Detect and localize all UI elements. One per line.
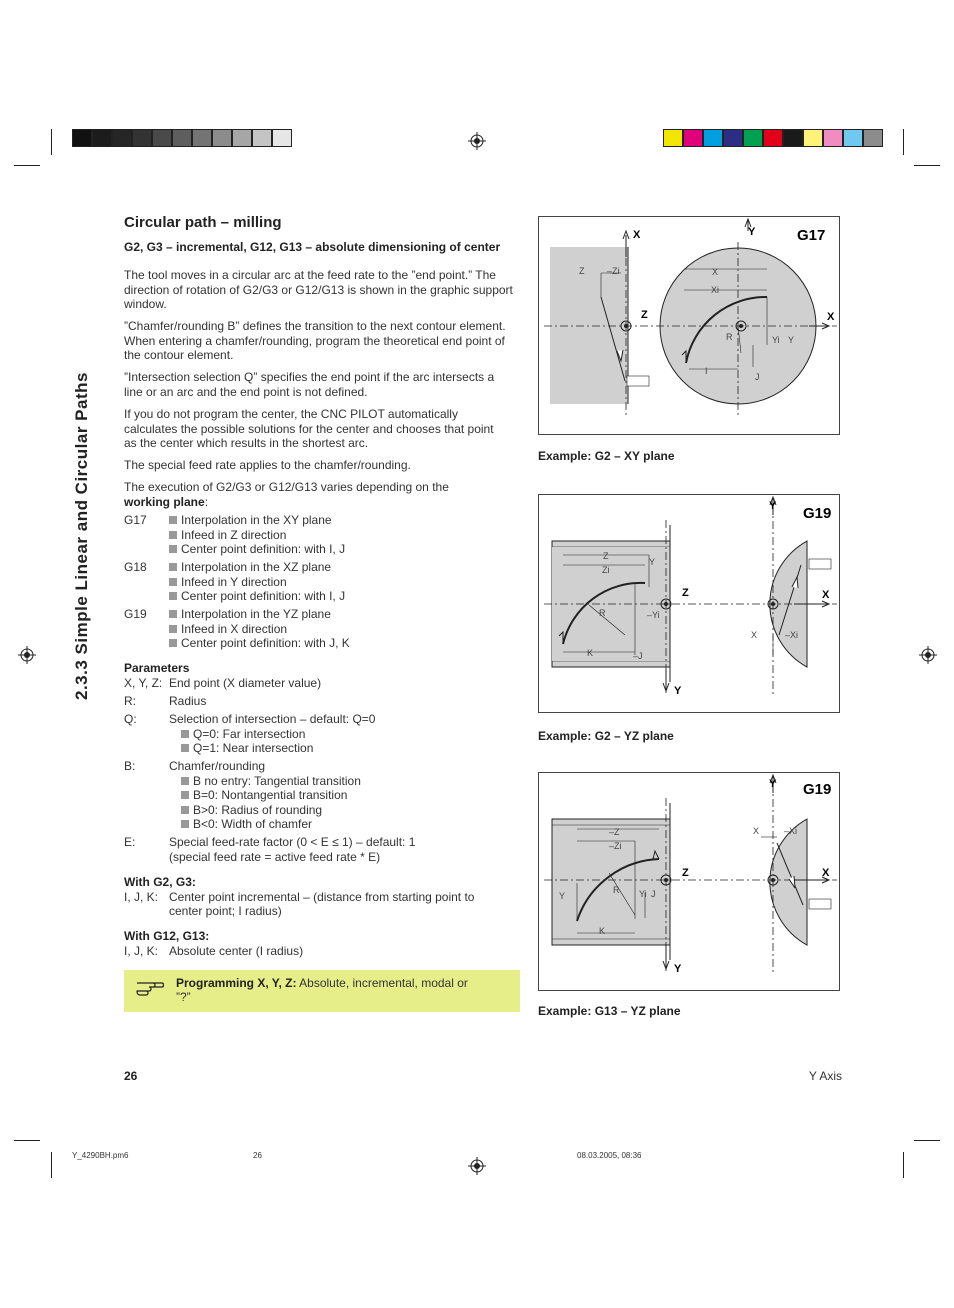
bullet-icon — [181, 777, 189, 785]
bullet-icon — [181, 820, 189, 828]
figure-caption: Example: G2 – YZ plane — [538, 729, 674, 743]
crop-mark — [914, 1140, 940, 1141]
dimension-label: Yi — [772, 335, 780, 345]
axis-label: X — [633, 229, 641, 241]
color-swatch — [803, 129, 823, 147]
plane-item: Interpolation in the XZ plane — [181, 560, 332, 574]
param-text: Absolute center (I radius) — [169, 943, 304, 958]
paragraph: ”Chamfer/rounding B” defines the transition to the next contour element. When entering a chamfer/rounding, program the theoretical end point of the contour element. — [124, 319, 506, 363]
plane-intro-bold: working plane — [124, 494, 205, 509]
page-heading: Circular path – milling — [124, 214, 282, 231]
slug-page: 26 — [253, 1151, 262, 1160]
color-swatch — [723, 129, 743, 147]
dimension-label: Zi — [602, 565, 610, 575]
axis-label: X — [827, 311, 835, 323]
figure-tag: G19 — [803, 781, 832, 798]
dimension-label: Y — [649, 557, 656, 567]
dimension-label: R — [726, 332, 733, 342]
axis-label: Z — [682, 867, 689, 879]
bullet-icon — [169, 563, 177, 571]
dimension-label: –Yi — [647, 610, 660, 620]
plane-item: Infeed in Y direction — [181, 574, 287, 589]
color-swatch — [112, 129, 132, 147]
plane-item: Center point definition: with I, J — [181, 542, 346, 556]
axis-label: Y — [674, 685, 682, 697]
color-swatch — [823, 129, 843, 147]
plane-code: G18 — [124, 560, 147, 574]
dimension-label: J — [755, 372, 760, 382]
color-swatch — [843, 129, 863, 147]
color-swatch — [683, 129, 703, 147]
dimension-label: –J — [633, 651, 643, 661]
dimension-label: K — [587, 648, 594, 658]
crop-mark — [51, 129, 52, 155]
dimension-label: Xi — [711, 285, 720, 295]
plane-item: Interpolation in the YZ plane — [181, 607, 331, 621]
registration-mark-icon — [919, 646, 937, 664]
page-number: 26 — [124, 1069, 138, 1083]
param-item: Q=1: Near intersection — [193, 741, 314, 755]
plane-item: Interpolation in the XY plane — [181, 513, 332, 527]
color-swatch — [72, 129, 92, 147]
registration-mark-icon — [468, 132, 486, 150]
dimension-label: R — [599, 608, 606, 618]
dimension-label: I — [705, 366, 708, 376]
plane-item: Center point definition: with J, K — [181, 636, 350, 650]
figure-g19-yz-g2 — [538, 494, 840, 713]
dimension-label: Y — [788, 335, 795, 345]
param-key: I, J, K: — [124, 943, 159, 958]
dimension-label: X — [712, 267, 719, 277]
param-text: Chamfer/rounding — [169, 759, 266, 773]
plane-code: G19 — [124, 607, 147, 621]
param-key: I, J, K: — [124, 889, 159, 904]
axis-label: Y — [674, 963, 682, 975]
paragraph: If you do not program the center, the CNC PILOT automatically calculates the possible solutions for the center and chooses that point as the center which results in the shortest arc. — [124, 407, 494, 451]
bullet-icon — [169, 639, 177, 647]
param-key: Q: — [124, 712, 137, 726]
pointing-hand-icon — [136, 978, 164, 996]
color-swatch — [152, 129, 172, 147]
bullet-icon — [181, 744, 189, 752]
param-text: Selection of intersection – default: Q=0 — [169, 712, 376, 726]
axis-label: Y — [769, 500, 777, 512]
plane-intro-end: : — [204, 494, 209, 509]
dimension-label: Yi — [639, 889, 647, 899]
param-key: B: — [124, 759, 136, 773]
registration-mark-icon — [18, 646, 36, 664]
param-text: Special feed-rate factor (0 < E ≤ 1) – default: 1 — [169, 835, 416, 849]
dimension-label: Z — [603, 551, 609, 561]
dimension-label: –Zi — [607, 266, 620, 276]
crop-mark — [903, 1152, 904, 1178]
parameters-heading: Parameters — [124, 661, 190, 675]
subheading: G2, G3 – incremental, G12, G13 – absolute dimensioning of center — [124, 240, 501, 254]
crop-mark — [903, 129, 904, 155]
footer-section: Y Axis — [808, 1069, 842, 1083]
plane-code: G17 — [124, 513, 147, 527]
param-item: B>0: Radius of rounding — [193, 802, 323, 817]
axis-label: Y — [748, 226, 756, 238]
param-key: E: — [124, 835, 136, 849]
color-swatch — [663, 129, 683, 147]
slug-date: 08.03.2005, 08:36 — [577, 1151, 642, 1160]
plane-item: Infeed in Z direction — [181, 527, 287, 542]
bullet-icon — [181, 730, 189, 738]
param-item: B no entry: Tangential transition — [193, 773, 361, 788]
dimension-label: K — [599, 926, 606, 936]
color-swatch — [172, 129, 192, 147]
axis-label: Y — [769, 778, 777, 790]
bullet-icon — [169, 592, 177, 600]
dimension-label: –Zi — [609, 841, 622, 851]
dimension-label: –Xi — [785, 630, 799, 640]
paragraph: ”Intersection selection Q” specifies the end point if the arc intersects a line or an arc and the end point is not defined. — [124, 370, 495, 399]
figure-caption: Example: G2 – XY plane — [538, 449, 675, 463]
param-item: B=0: Nontangential transition — [193, 788, 348, 802]
plane-item: Center point definition: with I, J — [181, 589, 346, 603]
color-swatch — [92, 129, 112, 147]
bullet-icon — [181, 806, 189, 814]
param-item: Q=0: Far intersection — [193, 726, 306, 741]
color-swatch — [212, 129, 232, 147]
axis-label: Z — [641, 309, 648, 321]
paragraph: The special feed rate applies to the chamfer/rounding. — [124, 458, 411, 472]
figure-tag: G19 — [803, 505, 832, 522]
crop-mark — [914, 165, 940, 166]
bullet-icon — [169, 578, 177, 586]
dimension-label: J — [651, 889, 656, 899]
param-text: (special feed rate = active feed rate * E) — [169, 849, 381, 864]
note-box — [124, 970, 520, 1012]
figure-g17-xy — [538, 216, 840, 435]
bullet-icon — [169, 516, 177, 524]
plane-intro: The execution of G2/G3 or G12/G13 varies depending on the — [124, 480, 449, 494]
figure-tag: G17 — [797, 227, 826, 244]
axis-label: X — [822, 589, 830, 601]
g12g13-heading: With G12, G13: — [124, 929, 210, 943]
color-swatch — [192, 129, 212, 147]
registration-mark-icon — [468, 1157, 486, 1175]
dimension-label: –Z — [609, 827, 620, 837]
axis-label: X — [822, 867, 830, 879]
color-swatch — [252, 129, 272, 147]
note-text: Absolute, incremental, modal or — [299, 976, 468, 990]
section-side-title: 2.3.3 Simple Linear and Circular Paths — [72, 372, 91, 700]
param-text: center point; I radius) — [169, 904, 282, 918]
bullet-icon — [169, 625, 177, 633]
dimension-label: Z — [579, 266, 585, 276]
color-swatch — [763, 129, 783, 147]
note-text-2: ”?” — [176, 990, 191, 1004]
param-key: R: — [124, 694, 136, 708]
bullet-icon — [169, 545, 177, 553]
dimension-label: X — [753, 826, 760, 836]
bullet-icon — [169, 531, 177, 539]
crop-mark — [14, 165, 40, 166]
paragraph — [124, 480, 509, 509]
g2g3-heading: With G2, G3: — [124, 875, 196, 889]
color-swatch — [132, 129, 152, 147]
note-bold: Programming X, Y, Z: — [176, 976, 297, 990]
param-text: Center point incremental – (distance from starting point to — [169, 889, 475, 904]
param-text: Radius — [169, 694, 207, 708]
param-item: B<0: Width of chamfer — [193, 817, 313, 831]
color-swatch — [783, 129, 803, 147]
plane-item: Infeed in X direction — [181, 621, 288, 636]
color-swatch — [272, 129, 292, 147]
color-swatch — [863, 129, 883, 147]
color-swatch — [743, 129, 763, 147]
figure-g19-yz-g13 — [538, 772, 840, 991]
figure-caption: Example: G13 – YZ plane — [538, 1004, 681, 1018]
crop-mark — [14, 1140, 40, 1141]
dimension-label: R — [613, 885, 620, 895]
axis-label: Z — [682, 587, 689, 599]
bullet-icon — [181, 791, 189, 799]
color-swatch — [703, 129, 723, 147]
dimension-label: –Xi — [784, 826, 798, 836]
crop-mark — [51, 1152, 52, 1178]
param-text: End point (X diameter value) — [169, 675, 322, 690]
color-swatch — [232, 129, 252, 147]
slug-file: Y_4290BH.pm6 — [72, 1151, 129, 1160]
dimension-label: X — [751, 630, 758, 640]
bullet-icon — [169, 610, 177, 618]
paragraph: The tool moves in a circular arc at the feed rate to the ”end point.” The direction of rotation of G2/G3 or G12/G13 is shown in the graphic support window. — [124, 268, 513, 312]
param-key: X, Y, Z: — [124, 675, 163, 690]
dimension-label: Y — [559, 891, 566, 901]
